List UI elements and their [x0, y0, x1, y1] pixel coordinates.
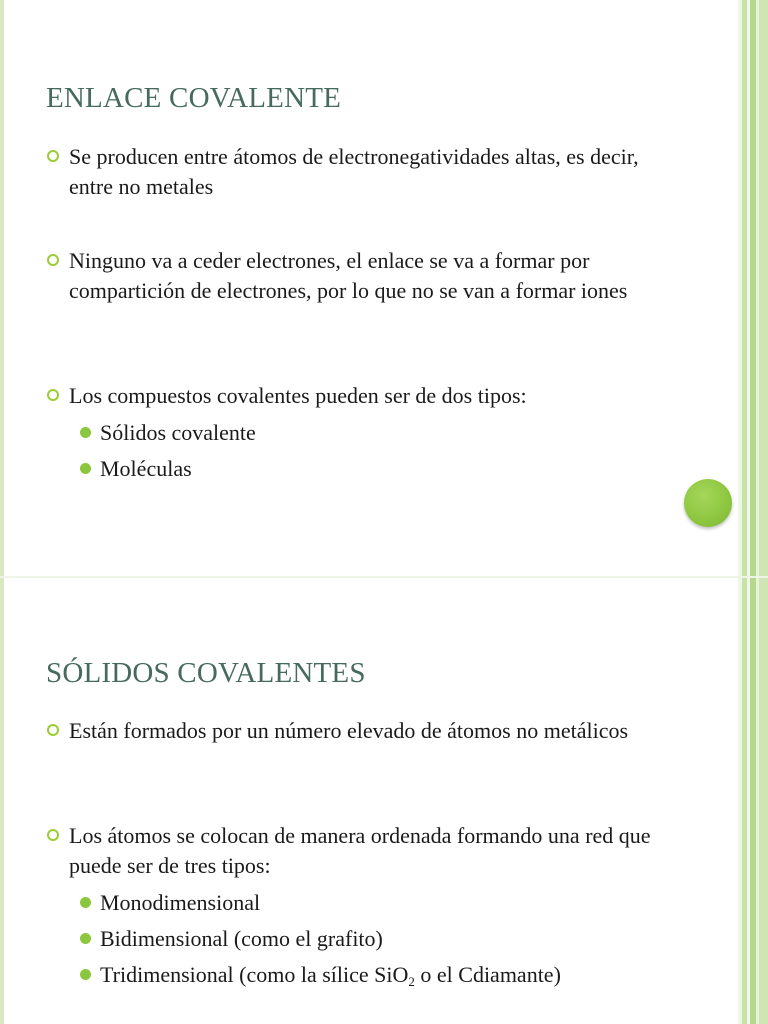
- sub-list-item: [69, 885, 666, 921]
- bullet-text: Ninguno va a ceder electrones, el enlace se va a formar por compartición de electrones, por lo que no se van a formar iones: [69, 248, 628, 303]
- bullet-list-3: [46, 381, 666, 487]
- bullet-list-4: [46, 716, 666, 746]
- slide-title-enlace-covalente: ENLACE COVALENTE: [46, 82, 342, 114]
- sub-list: [69, 415, 666, 487]
- sub-bullet-text: Monodimensional: [100, 890, 261, 915]
- ring-bullet-icon: [47, 389, 59, 401]
- dot-bullet-icon: [80, 427, 91, 438]
- dot-bullet-icon: [80, 897, 91, 908]
- bullet-text: Los átomos se colocan de manera ordenada formando una red que puede ser de tres tipos:: [69, 823, 651, 878]
- sub-list-item: [69, 415, 666, 451]
- ring-bullet-icon: [47, 254, 59, 266]
- bullet-text: Se producen entre átomos de electronegatividades altas, es decir, entre no metales: [69, 144, 639, 199]
- list-item: [46, 381, 666, 487]
- sub-bullet-text: Sólidos covalente: [100, 420, 256, 445]
- sub-list: [69, 885, 666, 993]
- sub-bullet-text-before: Tridimensional (como la sílice SiO: [100, 962, 409, 987]
- bullet-list-1: [46, 142, 666, 202]
- sub-list-item: [69, 451, 666, 487]
- right-decorative-band: [738, 0, 768, 1024]
- list-item: [46, 716, 666, 746]
- bullet-text: Los compuestos covalentes pueden ser de dos tipos:: [69, 383, 527, 408]
- ring-bullet-icon: [47, 829, 59, 841]
- sub-bullet-text: Bidimensional (como el grafito): [100, 926, 383, 951]
- dot-bullet-icon: [80, 933, 91, 944]
- bullet-list-5: [46, 821, 666, 993]
- ring-bullet-icon: [47, 724, 59, 736]
- slide-title-solidos-covalentes: SÓLIDOS COVALENTES: [46, 657, 366, 689]
- list-item: [46, 142, 666, 202]
- sub-bullet-text: Moléculas: [100, 456, 192, 481]
- list-item: [46, 821, 666, 993]
- slide-divider: [0, 576, 768, 578]
- bullet-list-2: [46, 246, 666, 306]
- sub-list-item: [69, 921, 666, 957]
- ring-bullet-icon: [47, 150, 59, 162]
- subscript-2: 2: [408, 974, 415, 989]
- green-circle-icon: [684, 479, 732, 527]
- sub-bullet-text-after: o el Cdiamante): [414, 962, 561, 987]
- dot-bullet-icon: [80, 969, 91, 980]
- dot-bullet-icon: [80, 463, 91, 474]
- list-item: [46, 246, 666, 306]
- left-accent-rule: [0, 0, 4, 1024]
- sub-list-item: [69, 957, 666, 993]
- bullet-text: Están formados por un número elevado de átomos no metálicos: [69, 718, 629, 743]
